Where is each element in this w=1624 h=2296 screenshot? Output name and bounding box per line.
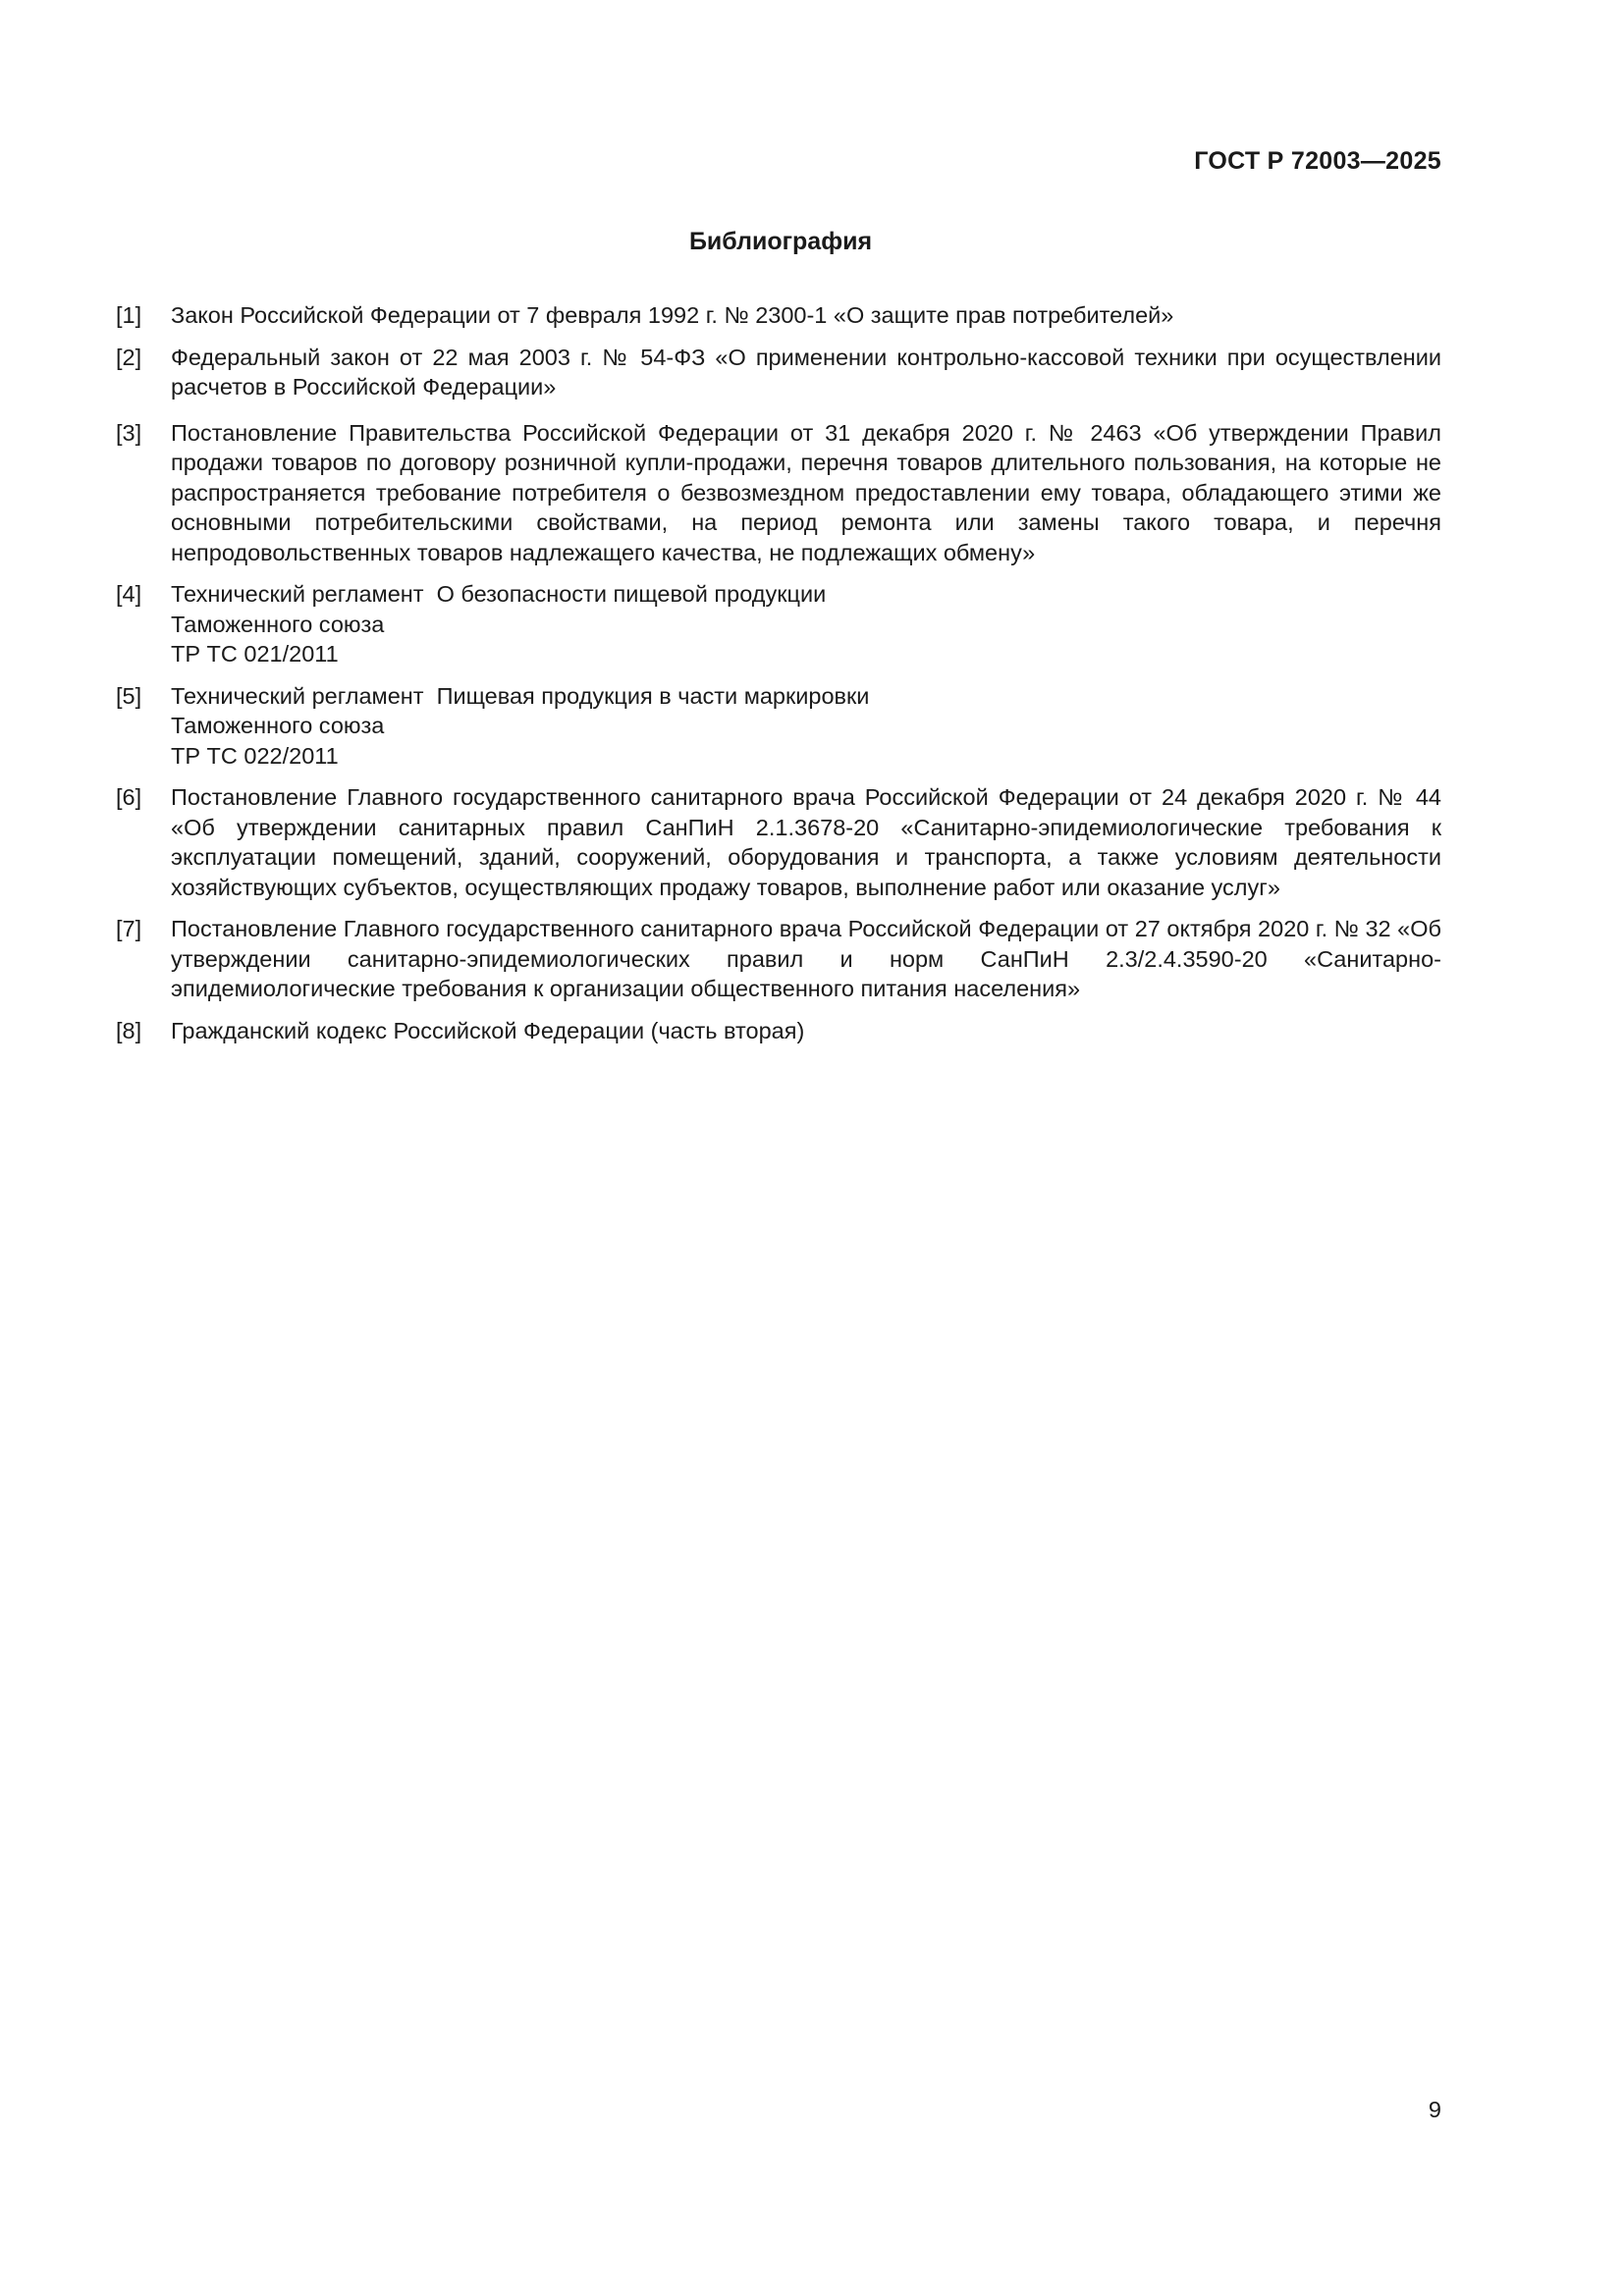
- bibliography-text: [171, 681, 1441, 772]
- bibliography-number: [4]: [116, 581, 142, 607]
- bibliography-text: Гражданский кодекс Российской Федерации (часть вторая): [171, 1017, 805, 1043]
- bibliography-number: [6]: [116, 784, 142, 810]
- bibliography-text: [171, 579, 1441, 669]
- regulation-issuer-line: Таможенного союза: [171, 713, 385, 738]
- page-number: 9: [1428, 2097, 1441, 2122]
- bibliography-item-2: [116, 343, 1441, 402]
- bibliography-number: [8]: [116, 1017, 142, 1043]
- bibliography-list: [116, 300, 1441, 1057]
- bibliography-item-8: [116, 1016, 1441, 1046]
- regulation-title-line: Технический регламент О безопасности пищевой продукции: [171, 581, 827, 607]
- regulation-code-line: ТР ТС 022/2011: [171, 742, 339, 769]
- bibliography-text: Постановление Правительства Российской Федерации от 31 декабря 2020 г. № 2463 «Об утверждении Правил продажи товаров по договору розничной купли-продажи, перечня товаров длительного пользования, на которые не распространяется требование потребителя о безвозмездном предоставлении ему товара, обладающего этими же основными потребительскими свойствами, на период ремонта или замены такого товара, и перечня непродовольственных товаров надлежащего качества, не подлежащих обмену»: [171, 419, 1441, 565]
- regulation-title-line: Технический регламент Пищевая продукция в части маркировки: [171, 682, 870, 709]
- bibliography-number: [5]: [116, 682, 142, 709]
- bibliography-text: Закон Российской Федерации от 7 февраля 1992 г. № 2300-1 «О защите прав потребителей»: [171, 302, 1174, 328]
- bibliography-text: Федеральный закон от 22 мая 2003 г. № 54-ФЗ «О применении контрольно-кассовой техники при осуществлении расчетов в Российской Федерации»: [171, 344, 1441, 400]
- bibliography-item-4: [116, 579, 1441, 669]
- regulation-code-line: ТР ТС 021/2011: [171, 641, 339, 667]
- bibliography-title: Библиография: [688, 228, 873, 255]
- regulation-issuer-line: Таможенного союза: [171, 611, 385, 637]
- bibliography-number: [7]: [116, 916, 142, 941]
- bibliography-item-6: [116, 782, 1441, 902]
- bibliography-item-1: [116, 300, 1441, 331]
- bibliography-text: Постановление Главного государственного санитарного врача Российской Федерации от 27 октября 2020 г. № 32 «Об утверждении санитарно-эпидемиологических правил и норм СанПиН 2.3/2.4.3590-20 «Санитарно-эпидемиологические требования к организации общественного питания населения»: [171, 916, 1441, 1001]
- bibliography-item-5: [116, 681, 1441, 772]
- bibliography-text: Постановление Главного государственного санитарного врача Российской Федерации от 24 декабря 2020 г. № 44 «Об утверждении санитарных правил СанПиН 2.1.3678-20 «Санитарно-эпидемиологические требования к эксплуатации помещений, зданий, сооружений, оборудования и транспорта, а также условиям деятельности хозяйствующих субъектов, осуществляющих продажу товаров, выполнение работ или оказание услуг»: [171, 784, 1441, 900]
- document-code: ГОСТ Р 72003—2025: [1194, 147, 1441, 175]
- bibliography-number: [3]: [116, 419, 142, 446]
- bibliography-number: [1]: [116, 302, 142, 328]
- bibliography-number: [2]: [116, 344, 142, 370]
- bibliography-item-7: [116, 914, 1441, 1004]
- bibliography-item-3: [116, 418, 1441, 568]
